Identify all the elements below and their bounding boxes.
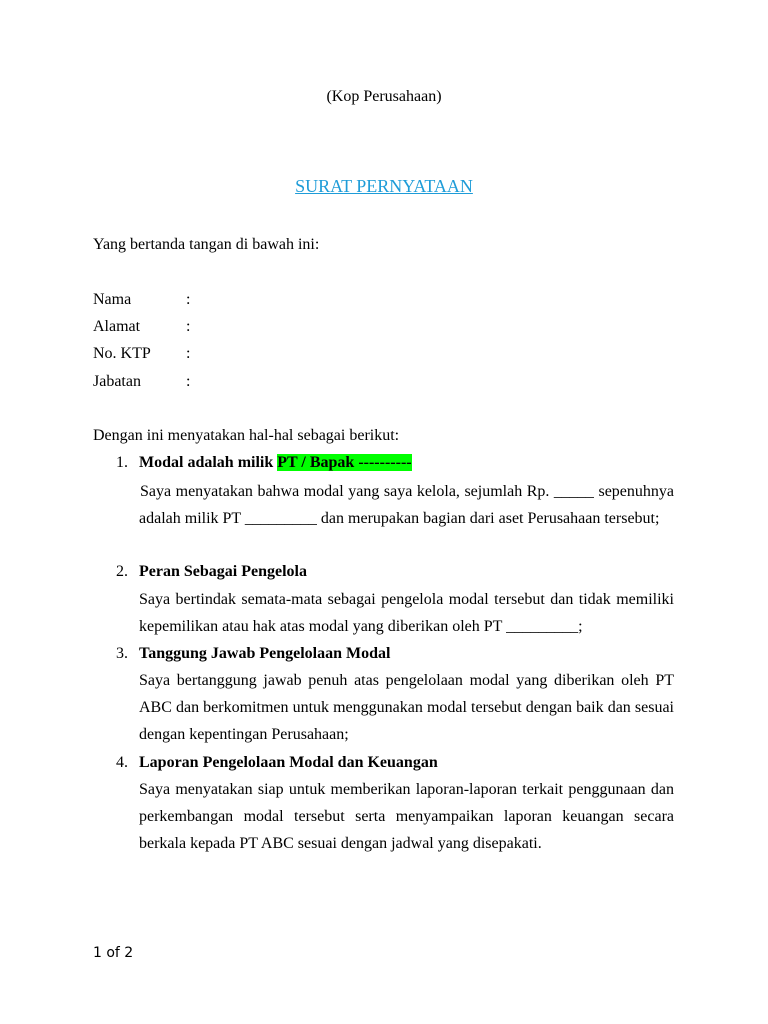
field-colon: :: [186, 373, 191, 390]
page-indicator: 1 of 2: [93, 945, 134, 961]
item-body: Saya menyatakan siap untuk memberikan laporan-laporan terkait penggunaan dan perkembangan modal tersebut serta menyampaikan laporan keuangan secara berkala kepada PT ABC sesuai dengan jadwal yang disepakati.: [139, 781, 674, 853]
field-colon: :: [186, 291, 191, 308]
letterhead-placeholder: (Kop Perusahaan): [326, 88, 442, 105]
item-heading: Laporan Pengelolaan Modal dan Keuangan: [139, 754, 438, 771]
highlighted-placeholder: PT / Bapak ----------: [277, 454, 412, 471]
item-heading: Peran Sebagai Pengelola: [139, 563, 307, 580]
document-title: SURAT PERNYATAAN: [295, 176, 473, 196]
statement-lead: Dengan ini menyatakan hal-hal sebagai berikut:: [93, 427, 400, 444]
field-colon: :: [186, 345, 191, 362]
item-number: 2.: [116, 563, 128, 580]
item-number: 1.: [116, 454, 128, 471]
intro-text: Yang bertanda tangan di bawah ini:: [93, 236, 320, 253]
item-body: Saya bertanggung jawab penuh atas pengelolaan modal yang diberikan oleh PT ABC dan berkomitmen untuk menggunakan modal tersebut dengan baik dan sesuai dengan kepentingan Perusahaan;: [139, 672, 674, 744]
field-label-nama: Nama: [93, 291, 132, 308]
item-body: Saya bertindak semata-mata sebagai pengelola modal tersebut dan tidak memiliki kepemilikan atau hak atas modal yang diberikan oleh PT _________;: [139, 591, 674, 636]
field-colon: :: [186, 318, 191, 335]
item-heading-text: Modal adalah milik: [139, 454, 278, 471]
item-heading: [139, 454, 412, 472]
field-label-alamat: Alamat: [93, 318, 141, 335]
item-number: 3.: [116, 645, 128, 662]
field-label-jabatan: Jabatan: [93, 373, 141, 390]
item-body: Saya menyatakan bahwa modal yang saya kelola, sejumlah Rp. _____ sepenuhnya adalah milik PT _________ dan merupakan bagian dari aset Perusahaan tersebut;: [139, 483, 674, 528]
item-heading: Tanggung Jawab Pengelolaan Modal: [139, 645, 391, 662]
field-label-ktp: No. KTP: [93, 345, 151, 362]
item-number: 4.: [116, 754, 128, 771]
